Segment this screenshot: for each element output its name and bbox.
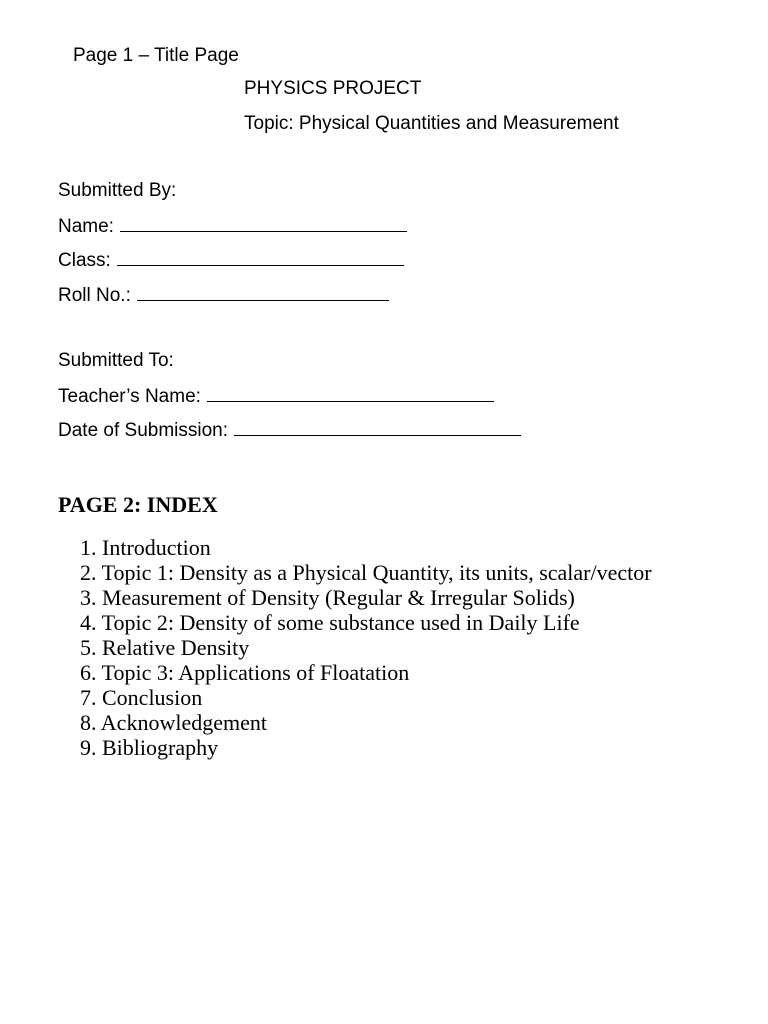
index-item: 7. Conclusion: [80, 685, 203, 710]
name-field: [58, 214, 407, 238]
project-topic: Topic: Physical Quantities and Measurement: [244, 113, 619, 134]
teacher-name-label: Teacher’s Name:: [58, 386, 201, 407]
submitted-by-heading: Submitted By:: [58, 180, 177, 201]
teacher-name-field: [58, 384, 494, 408]
class-label: Class:: [58, 250, 111, 271]
submission-date-blank-line: [234, 418, 521, 436]
name-label: Name:: [58, 216, 114, 237]
page-label: Page 1 – Title Page: [73, 45, 239, 66]
index-heading: PAGE 2: INDEX: [58, 492, 218, 517]
index-item: 3. Measurement of Density (Regular & Irregular Solids): [80, 585, 575, 610]
index-item: 1. Introduction: [80, 535, 211, 560]
index-list: [80, 535, 652, 760]
index-item: 8. Acknowledgement: [80, 710, 267, 735]
teacher-name-blank-line: [207, 384, 494, 402]
index-item: 6. Topic 3: Applications of Floatation: [80, 660, 410, 685]
project-title: PHYSICS PROJECT: [244, 78, 422, 99]
class-field: [58, 248, 404, 272]
submission-date-label: Date of Submission:: [58, 420, 229, 441]
class-blank-line: [117, 248, 404, 266]
roll-number-blank-line: [137, 283, 389, 301]
submitted-to-heading: Submitted To:: [58, 350, 174, 371]
name-blank-line: [120, 214, 407, 232]
index-item: 5. Relative Density: [80, 635, 250, 660]
submission-date-field: [58, 418, 521, 442]
index-item: 9. Bibliography: [80, 735, 219, 760]
index-item: 2. Topic 1: Density as a Physical Quantity, its units, scalar/vector: [80, 560, 652, 585]
index-item: 4. Topic 2: Density of some substance used in Daily Life: [80, 610, 580, 635]
roll-number-label: Roll No.:: [58, 285, 131, 306]
roll-number-field: [58, 283, 389, 307]
